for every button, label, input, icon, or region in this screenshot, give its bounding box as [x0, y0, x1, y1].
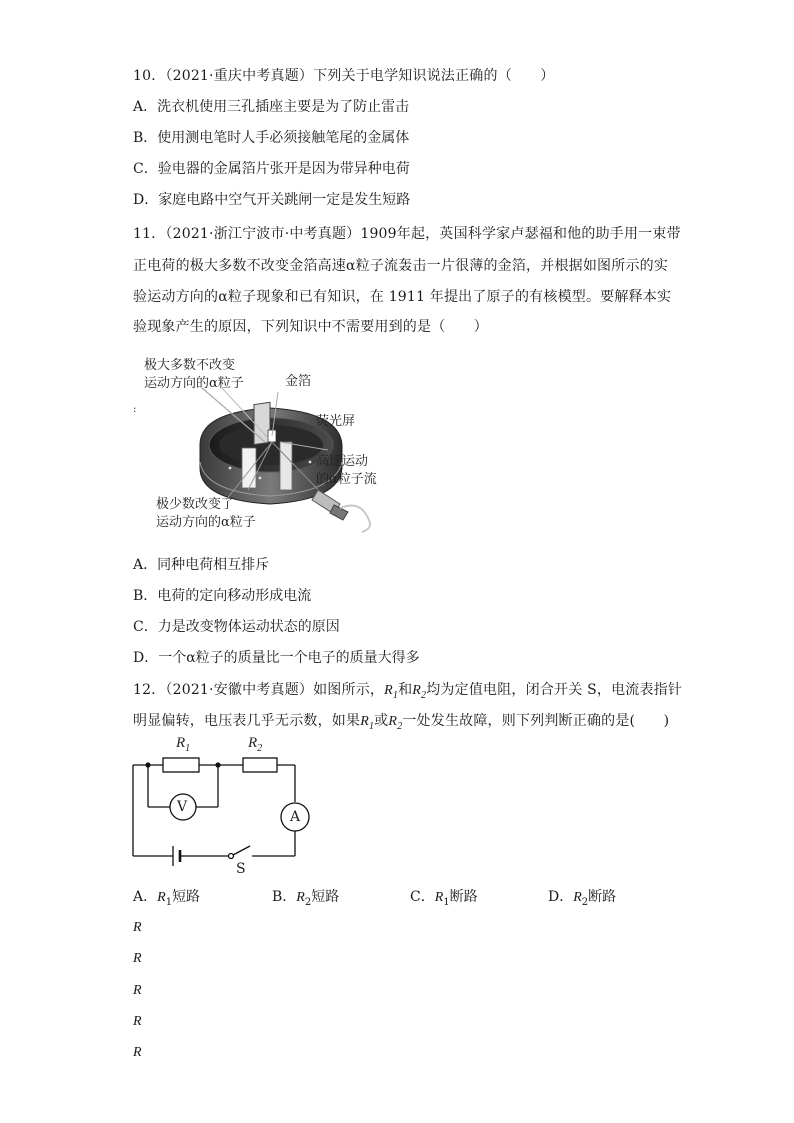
r-subscript: 1 [443, 896, 450, 908]
r-subscript: 2 [304, 896, 312, 908]
r-letter: R [388, 714, 398, 729]
q11-stem-line-4: 验现象产生的原因，下列知识中不需要用到的是（ ） [133, 319, 488, 335]
q12-option-c-text: 断路 [449, 889, 478, 905]
q12-stem-2a: 明显偏转，电压表几乎无示数，如果 [133, 713, 361, 729]
r-subscript: 1 [165, 896, 173, 908]
q11-stem-line-2: 正电荷的极大多数不改变金箔高速α粒子流轰击一片很薄的金箔，并根据如图所示的实 [133, 258, 669, 274]
label-fluorescent-screen: 荧光屏 [316, 414, 356, 429]
q11-option-c[interactable]: C．力是改变物体运动状态的原因 [133, 619, 340, 635]
switch-label: S [236, 861, 246, 877]
q12-option-c[interactable] [410, 887, 478, 913]
q10-option-c[interactable]: C．验电器的金属箔片张开是因为带异种电荷 [133, 161, 410, 177]
q12-stem-line-1 [133, 680, 682, 706]
r2-symbol [412, 683, 427, 701]
r2-label [248, 735, 262, 754]
label-most-undeflected-2: 运动方向的α粒子 [144, 376, 244, 391]
q12-option-a-prefix: A． [133, 889, 158, 905]
q10-stem: 10．（2021·重庆中考真题）下列关于电学知识说法正确的（ ） [133, 68, 555, 84]
r1-symbol [384, 683, 399, 701]
q11-stem-line-3: 验运动方向的α粒子现象和已有知识，在 1911 年提出了原子的有核模型。要解释本实 [133, 289, 672, 305]
r1-label-sub: 1 [185, 743, 191, 754]
stray-r-mark: R [133, 951, 142, 966]
q12-option-b[interactable] [272, 887, 339, 913]
figure-colon-mark: : [133, 404, 137, 415]
q11-stem-line-1: 11．（2021·浙江宁波市·中考真题）1909年起，英国科学家卢瑟福和他的助手用一束带 [133, 226, 681, 242]
circuit-diagram [128, 735, 328, 880]
r-letter: R [296, 890, 305, 905]
q12-option-d-prefix: D． [548, 889, 574, 905]
q12-option-a[interactable] [133, 887, 200, 913]
label-most-undeflected-1: 极大多数不改变 [144, 358, 236, 373]
q10-option-b[interactable]: B．使用测电笔时人手必须接触笔尾的金属体 [133, 130, 410, 146]
r-letter: R [434, 890, 444, 905]
q12-option-b-text: 短路 [311, 889, 340, 905]
rutherford-experiment-figure [130, 350, 420, 535]
q11-option-d[interactable]: D．一个α粒子的质量比一个电子的质量大得多 [133, 650, 420, 666]
r1-label [176, 735, 190, 754]
q12-option-d-text: 断路 [588, 889, 617, 905]
circuit-svg [128, 735, 328, 880]
ammeter-label: A [290, 809, 301, 825]
r1-label-letter: R [176, 735, 186, 751]
q12-stem-line-2 [133, 711, 669, 737]
stray-r-mark: R [133, 1014, 142, 1029]
label-gold-foil: 金箔 [285, 374, 312, 389]
q12-option-a-text: 短路 [172, 889, 201, 905]
q12-stem-1a: 12．（2021·安徽中考真题）如图所示， [133, 682, 385, 698]
r-subscript: 1 [368, 720, 375, 732]
label-few-deflected-2: 运动方向的α粒子 [156, 515, 256, 530]
label-few-deflected-1: 极少数改变了 [156, 497, 235, 512]
stray-r-mark: R [133, 1045, 142, 1060]
q12-stem-2c: 一处发生故障，则下列判断正确的是( ) [402, 713, 670, 729]
r1-symbol [360, 714, 375, 732]
label-alpha-beam-1: 高速运动 [316, 454, 369, 469]
r-subscript: 2 [421, 689, 427, 701]
r2-symbol [388, 714, 403, 732]
stray-r-mark: R [133, 983, 142, 998]
q10-option-a[interactable]: A．洗衣机使用三孔插座主要是为了防止雷击 [133, 99, 410, 115]
voltmeter-label: V [177, 799, 188, 815]
r-subscript: 2 [397, 720, 403, 732]
r-letter: R [573, 890, 582, 905]
q12-option-c-prefix: C． [410, 889, 435, 905]
r-subscript: 1 [392, 689, 399, 701]
r-letter: R [157, 890, 166, 905]
q10-option-d[interactable]: D．家庭电路中空气开关跳闸一定是发生短路 [133, 192, 411, 208]
q12-stem-2b: 或 [374, 713, 389, 729]
stray-r-mark: R [133, 920, 142, 935]
q12-option-b-prefix: B． [272, 889, 297, 905]
q12-option-d[interactable] [548, 887, 616, 913]
r-letter: R [360, 714, 369, 729]
q12-stem-1c: 均为定值电阻，闭合开关 S，电流表指针 [426, 682, 683, 698]
r-letter: R [384, 683, 393, 698]
q12-stem-1b: 和 [398, 682, 413, 698]
q11-option-a[interactable]: A．同种电荷相互排斥 [133, 557, 270, 573]
q11-option-b[interactable]: B．电荷的定向移动形成电流 [133, 588, 312, 604]
label-alpha-beam-2: 的α粒子流 [316, 472, 377, 487]
r2-label-letter: R [248, 735, 258, 751]
r-subscript: 2 [581, 896, 589, 908]
r2-label-sub: 2 [257, 743, 263, 754]
r-letter: R [412, 683, 422, 698]
